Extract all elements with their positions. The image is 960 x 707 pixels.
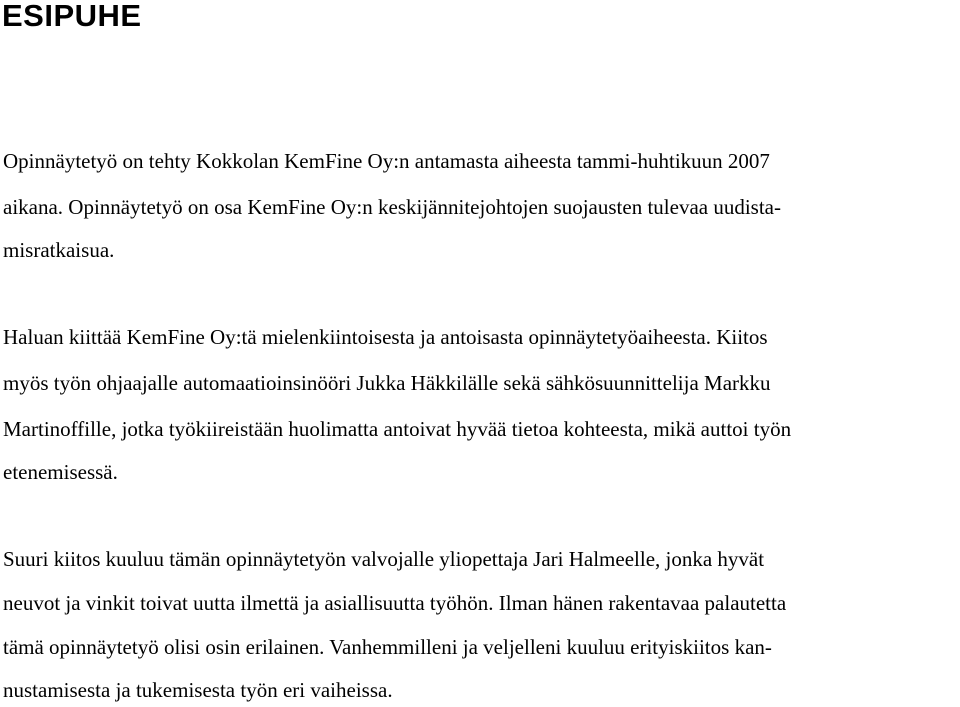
text-line: aikana. Opinnäytetyö on osa KemFine Oy:n keskijännitejohtojen suojausten tulevaa uudista- (3, 195, 781, 219)
text-line: myös työn ohjaajalle automaatioinsinööri Jukka Häkkilälle sekä sähkösuunnittelija Markku (3, 371, 771, 395)
text-line: Opinnäytetyö on tehty Kokkolan KemFine Oy:n antamasta aiheesta tammi-huhtikuun 2007 (3, 149, 770, 173)
text-line: Haluan kiittää KemFine Oy:tä mielenkiintoisesta ja antoisasta opinnäytetyöaiheesta. Kiitos (3, 325, 768, 349)
text-line: misratkaisua. (3, 238, 115, 262)
page-title: ESIPUHE (2, 0, 142, 33)
text-line: tämä opinnäytetyö olisi osin erilainen. Vanhemmilleni ja veljelleni kuuluu erityiskiitos kan- (3, 635, 772, 659)
text-line: neuvot ja vinkit toivat uutta ilmettä ja asiallisuutta työhön. Ilman hänen rakentavaa palautetta (3, 591, 787, 615)
text-line: Suuri kiitos kuuluu tämän opinnäytetyön valvojalle yliopettaja Jari Halmeelle, jonka hyvät (3, 547, 765, 571)
text-line: Martinoffille, jotka työkiireistään huolimatta antoivat hyvää tietoa kohteesta, mikä auttoi työn (3, 417, 792, 441)
text-line: nustamisesta ja tukemisesta työn eri vaiheissa. (3, 678, 393, 702)
text-line: etenemisessä. (3, 460, 118, 484)
